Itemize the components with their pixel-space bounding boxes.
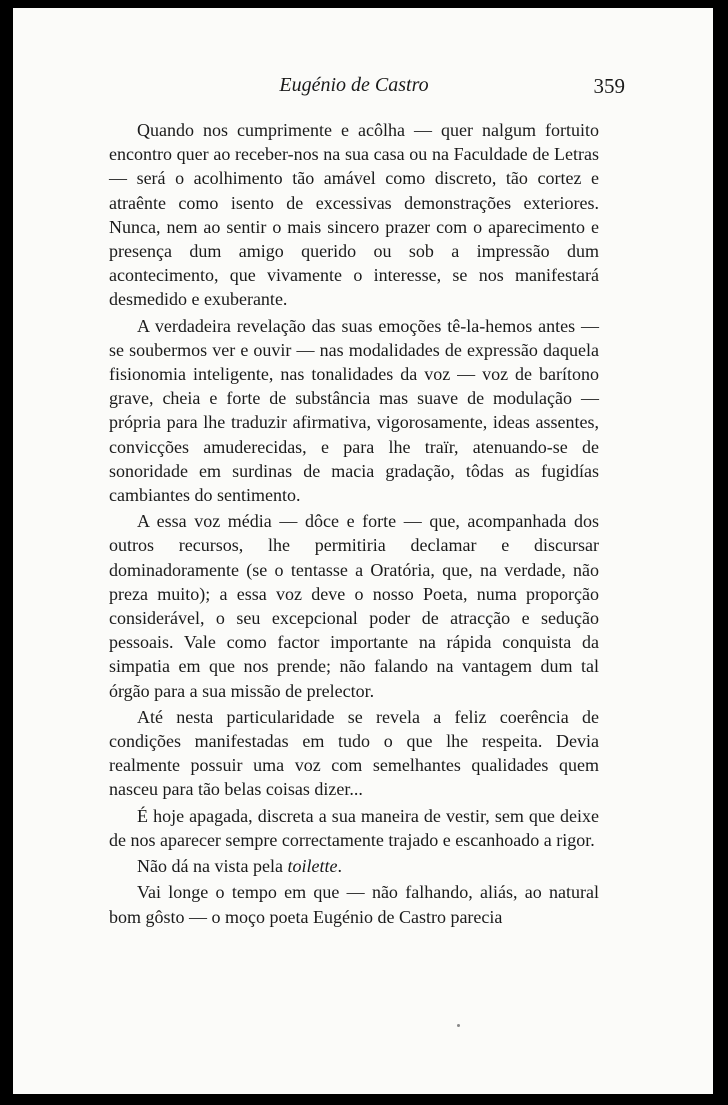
paragraph-2: A verdadeira revelação das suas emoções tê-la-hemos antes — se soubermos ver e ouvir — nas modalidades de expressão daquela fisionomia inteligente, nas tonalidades da voz — voz de barítono grave, cheia e forte de substância mas suave de modulação — própria para lhe traduzir afirmativa, vigorosamente, ideas assentes, convicções amuderecidas, e para lhe traïr, atenuando-se de sonoridade em surdinas de macia gradação, tôdas as fugidías cambiantes do sentimento. [109,315,599,506]
paragraph-1: Quando nos cumprimente e acôlha — quer nalgum fortuito encontro quer ao receber-nos na sua casa ou na Faculdade de Letras — será o acolhimento tão amável como discreto, tão cortez e atraênte como isento de excessivas demonstrações exteriores. Nunca, nem ao sentir o mais sincero prazer com o aparecimento e presença dum amigo querido ou sob a impressão dum acontecimento, que vivamente o interesse, se nos manifestará desmedido e exuberante. [109,120,599,310]
paper-speck [457,1024,460,1027]
paragraph-5: É hoje apagada, discreta a sua maneira de vestir, sem que deixe de nos aparecer sempre correctamente trajado e escanhoado a rigor. [109,805,599,850]
paragraph-7: Vai longe o tempo em que — não falhando, aliás, ao natural bom gôsto — o moço poeta Eugénio de Castro parecia [109,882,599,927]
body-text [109,118,599,929]
running-title: Eugénio de Castro [279,74,429,96]
italic-term: toilette [287,856,338,877]
paragraph-3: A essa voz média — dôce e forte — que, acompanhada dos outros recursos, lhe permitiria declamar e discursar dominadoramente (se o tentasse a Oratória, que, na verdade, não preza muito); a essa voz deve o nosso Poeta, numa proporção considerável, o seu excepcional poder de atracção e sedução pessoais. Vale como factor importante na rápida conquista da simpatia em que nos prende; não falando na vantagem dum tal órgão para a sua missão de prelector. [109,511,599,701]
paragraph-6-text: Não dá na vista pela [137,856,288,877]
paragraph-6-end: . [337,856,342,877]
page-number: 359 [593,74,625,98]
book-page [13,8,713,1094]
paragraph-6 [109,854,599,878]
paragraph-4: Até nesta particularidade se revela a feliz coerência de condições manifestadas em tudo o que lhe respeita. Devia realmente possuir uma voz com semelhantes qualidades quem nasceu para tão belas coisas dizer... [109,706,599,800]
page-header [13,74,713,104]
